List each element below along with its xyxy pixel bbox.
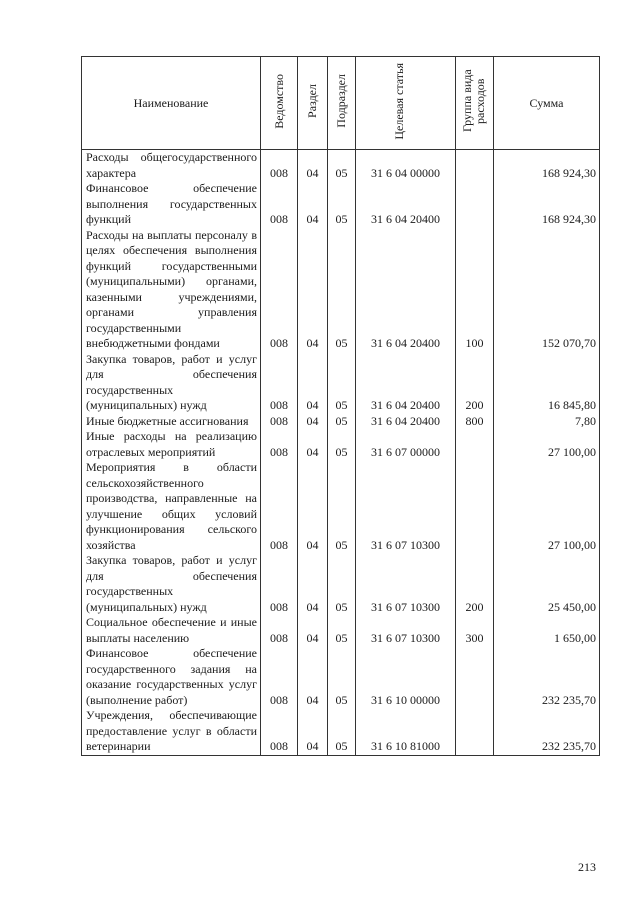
cell-podrazdel: 05 [328,352,356,414]
cell-ved: 008 [261,646,298,708]
cell-name: Мероприятия в области сельскохозяйственного производства, направленные на улучшение общих условий функционирования сельского хозяйства [82,460,261,553]
cell-cs: 31 6 04 20400 [356,414,456,430]
cell-ved: 008 [261,228,298,352]
cell-name: Иные бюджетные ассигнования [82,414,261,430]
cell-razdel: 04 [298,150,328,182]
cell-razdel: 04 [298,352,328,414]
cell-cs: 31 6 04 20400 [356,352,456,414]
cell-podrazdel: 05 [328,646,356,708]
cell-sum: 25 450,00 [494,553,600,615]
cell-grp [456,646,494,708]
cell-ved: 008 [261,429,298,460]
cell-podrazdel: 05 [328,181,356,228]
table-row [82,150,600,182]
table-row [82,553,600,615]
cell-grp [456,708,494,755]
cell-name: Закупка товаров, работ и услуг для обеспечения государственных (муниципальных) нужд [82,352,261,414]
cell-ved: 008 [261,553,298,615]
table-body [82,150,600,756]
cell-name: Финансовое обеспечение выполнения государственных функций [82,181,261,228]
cell-cs: 31 6 10 81000 [356,708,456,755]
cell-cs: 31 6 07 10300 [356,615,456,646]
table-row [82,228,600,352]
cell-sum: 168 924,30 [494,181,600,228]
cell-cs: 31 6 04 20400 [356,181,456,228]
cell-podrazdel: 05 [328,414,356,430]
cell-grp: 200 [456,352,494,414]
cell-grp: 100 [456,228,494,352]
cell-name: Расходы на выплаты персоналу в целях обеспечения выполнения функций государственными (муниципальными) органами, казенными учреждениями, органами управления государственными внебюджетными фондами [82,228,261,352]
cell-grp: 800 [456,414,494,430]
cell-ved: 008 [261,150,298,182]
cell-razdel: 04 [298,646,328,708]
cell-grp [456,181,494,228]
cell-cs: 31 6 04 00000 [356,150,456,182]
header-ved: Ведомство [271,73,286,129]
cell-cs: 31 6 07 00000 [356,429,456,460]
cell-ved: 008 [261,460,298,553]
cell-sum: 1 650,00 [494,615,600,646]
header-name: Наименование [82,57,261,150]
cell-razdel: 04 [298,708,328,755]
cell-podrazdel: 05 [328,553,356,615]
cell-sum: 232 235,70 [494,708,600,755]
page-number: 213 [578,860,596,874]
cell-sum: 7,80 [494,414,600,430]
cell-sum: 27 100,00 [494,429,600,460]
table-row [82,615,600,646]
cell-ved: 008 [261,414,298,430]
cell-name: Иные расходы на реализацию отраслевых мероприятий [82,429,261,460]
header-cs: Целевая статья [391,62,406,140]
budget-table [81,56,600,756]
table-row [82,460,600,553]
cell-cs: 31 6 07 10300 [356,553,456,615]
cell-grp [456,429,494,460]
header-grp: Группа вида расходов [459,69,487,133]
cell-ved: 008 [261,181,298,228]
cell-podrazdel: 05 [328,429,356,460]
cell-name: Закупка товаров, работ и услуг для обеспечения государственных (муниципальных) нужд [82,553,261,615]
table-header-row [82,57,600,150]
cell-grp [456,460,494,553]
cell-name: Учреждения, обеспечивающие предоставление услуг в области ветеринарии [82,708,261,755]
cell-ved: 008 [261,708,298,755]
cell-cs: 31 6 04 20400 [356,228,456,352]
cell-name: Социальное обеспечение и иные выплаты населению [82,615,261,646]
cell-razdel: 04 [298,228,328,352]
cell-razdel: 04 [298,181,328,228]
cell-ved: 008 [261,615,298,646]
cell-grp: 200 [456,553,494,615]
header-sum: Сумма [494,57,600,150]
cell-razdel: 04 [298,414,328,430]
header-razdel: Раздел [305,84,319,118]
cell-grp [456,150,494,182]
table-row [82,352,600,414]
table-row [82,181,600,228]
cell-sum: 27 100,00 [494,460,600,553]
cell-podrazdel: 05 [328,615,356,646]
header-podrazdel: Подраздел [334,74,348,128]
cell-podrazdel: 05 [328,228,356,352]
cell-sum: 152 070,70 [494,228,600,352]
cell-razdel: 04 [298,553,328,615]
cell-razdel: 04 [298,460,328,553]
cell-grp: 300 [456,615,494,646]
table-row [82,429,600,460]
cell-sum: 168 924,30 [494,150,600,182]
table-row [82,414,600,430]
cell-name: Расходы общегосударственного характера [82,150,261,182]
cell-cs: 31 6 10 00000 [356,646,456,708]
cell-razdel: 04 [298,429,328,460]
table-row [82,646,600,708]
cell-razdel: 04 [298,615,328,646]
cell-sum: 232 235,70 [494,646,600,708]
cell-podrazdel: 05 [328,150,356,182]
table-row [82,708,600,755]
cell-podrazdel: 05 [328,460,356,553]
cell-ved: 008 [261,352,298,414]
cell-name: Финансовое обеспечение государственного задания на оказание государственных услуг (выполнение работ) [82,646,261,708]
cell-sum: 16 845,80 [494,352,600,414]
cell-cs: 31 6 07 10300 [356,460,456,553]
cell-podrazdel: 05 [328,708,356,755]
